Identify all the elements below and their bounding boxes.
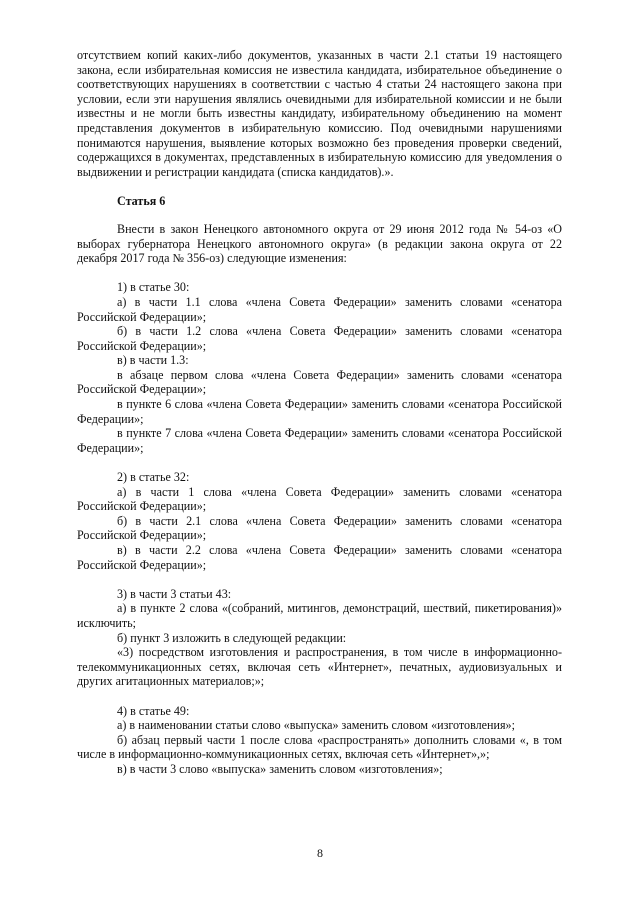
amendment-item: а) в наименовании статьи слово «выпуска» заменить словом «изготовления»;: [117, 718, 515, 733]
amendment-item: «3) посредством изготовления и распространения, в том числе в информационно-телекоммуникационных сетях, включая сеть «Интернет», печатных, аудиовизуальных и других агитационных материалов;»;: [77, 645, 562, 689]
amendment-item: в абзаце первом слова «члена Совета Федерации» заменить словами «сенатора Российской Федерации»;: [77, 367, 562, 397]
amendment-item: а) в пункте 2 слова «(собраний, митингов, демонстраций, шествий, пикетирования)» исключить;: [77, 601, 562, 630]
amendment-block-1: [77, 280, 562, 455]
amendment-item: в) в части 1.3:: [117, 353, 189, 368]
amendment-block-3: [77, 587, 562, 689]
amendment-title: 4) в статье 49:: [117, 703, 190, 718]
preamble-paragraph: Внести в закон Ненецкого автономного округа от 29 июня 2012 года № 54-оз «О выборах губернатора Ненецкого автономного округа» (в редакции закона округа от 22 декабря 2017 года № 356-оз) следующие изменения:: [77, 221, 562, 266]
amendment-item: а) в части 1 слова «члена Совета Федерации» заменить словами «сенатора Российской Федерации»;: [77, 484, 562, 514]
document-page: [77, 48, 562, 777]
amendment-item: б) в части 1.2 слова «члена Совета Федерации» заменить словами «сенатора Российской Федерации»;: [77, 324, 562, 353]
amendment-item: а) в части 1.1 слова «члена Совета Федерации» заменить словами «сенатора Российской Федерации»;: [77, 294, 562, 324]
amendment-item: в пункте 7 слова «члена Совета Федерации» заменить словами «сенатора Российской Федерации»;: [77, 426, 562, 455]
amendment-item: б) пункт 3 изложить в следующей редакции:: [117, 630, 347, 645]
amendment-item: в пункте 6 слова «члена Совета Федерации» заменить словами «сенатора Российской Федерации»;: [77, 397, 562, 426]
amendment-item: б) абзац первый части 1 после слова «распространять» дополнить словами «, в том числе в информационно-коммуникационных сетях, включая сеть «Интернет»,»;: [77, 732, 562, 762]
amendment-title: 1) в статье 30:: [117, 280, 190, 295]
amendment-item: в) в части 2.2 слова «члена Совета Федерации» заменить словами «сенатора Российской Федерации»;: [77, 543, 562, 572]
amendment-item: в) в части 3 слово «выпуска» заменить словом «изготовления»;: [117, 761, 443, 776]
amendment-block-4: [77, 704, 562, 777]
page-number: 8: [317, 846, 323, 860]
article-heading: Статья 6: [117, 194, 166, 209]
amendment-title: 2) в статье 32:: [117, 470, 190, 485]
intro-paragraph: отсутствием копий каких-либо документов, указанных в части 2.1 статьи 19 настоящего закона, если избирательная комиссия не известила кандидата, избирательное объединение о соответствующих нарушениях в соответствии с частью 4 статьи 24 настоящего закона при условии, если эти нарушения являлись очевидными для избирательной комиссии и не были известны и не могли быть известны кандидату, избирательному объединению на момент представления документов в избирательную комиссию. Под очевидными нарушениями понимаются нарушения, выявление которых возможно без проведения проверки сведений, содержащихся в документах, представленных в избирательную комиссию для уведомления о выдвижении и регистрации кандидата (списка кандидатов).».: [77, 48, 562, 179]
amendment-block-2: [77, 470, 562, 572]
amendment-title: 3) в части 3 статьи 43:: [117, 586, 232, 601]
amendment-item: б) в части 2.1 слова «члена Совета Федерации» заменить словами «сенатора Российской Федерации»;: [77, 513, 562, 543]
